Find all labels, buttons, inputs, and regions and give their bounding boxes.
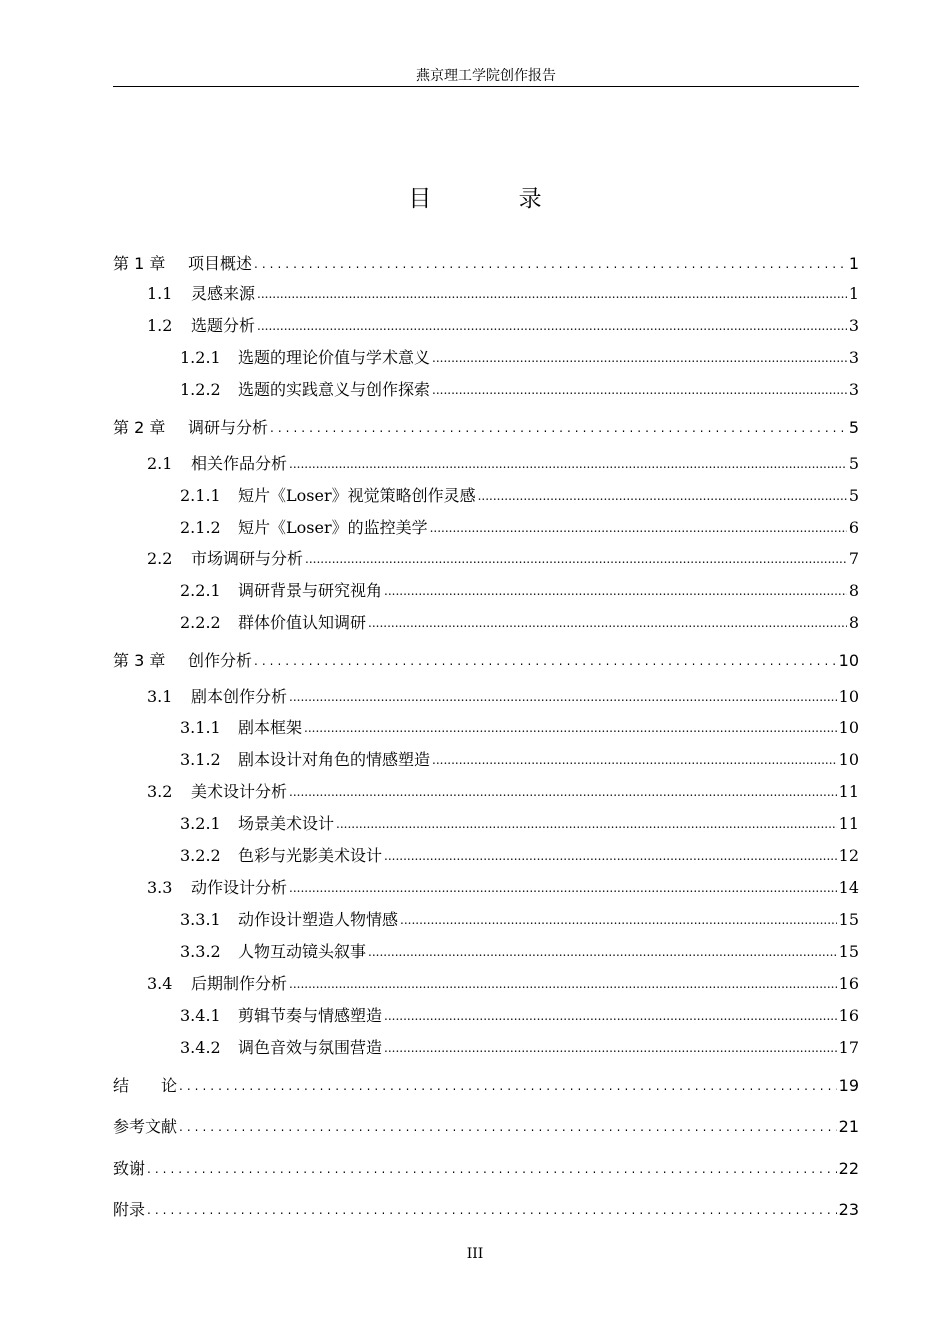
toc-entry-number: 3.1 [147, 687, 173, 706]
toc-entry-page: 3 [848, 348, 859, 367]
toc-entry-page: 19 [838, 1076, 859, 1095]
dot-leader [384, 579, 847, 603]
dot-leader [257, 314, 847, 338]
toc-entry-page: 23 [838, 1200, 859, 1219]
toc-entry-number: 2.1.2 [180, 518, 221, 537]
toc-entry[interactable] [113, 282, 859, 306]
dot-leader [432, 378, 847, 402]
toc-entry-title: 后期制作分析 [191, 974, 288, 993]
toc-entry[interactable] [113, 1036, 859, 1060]
toc-entry-number: 3.3.2 [180, 942, 221, 961]
toc-entry[interactable] [113, 649, 859, 673]
toc-entry-number: 3.4.2 [180, 1038, 221, 1057]
toc-entry[interactable] [113, 314, 859, 338]
dot-leader [179, 1115, 837, 1139]
toc-entry-title: 调色音效与氛围营造 [238, 1038, 383, 1057]
toc-entry-title: 致谢 [113, 1159, 146, 1178]
toc-entry-title: 附录 [113, 1200, 146, 1219]
dot-leader [289, 452, 847, 476]
toc-entry-title: 短片《Loser》视觉策略创作灵感 [238, 486, 476, 505]
toc-entry-title: 场景美术设计 [238, 814, 335, 833]
dot-leader [289, 876, 837, 900]
dot-leader [254, 252, 847, 276]
dot-leader [257, 282, 847, 306]
toc-entry-number: 3.4 [147, 974, 173, 993]
toc-entry-page: 10 [838, 687, 859, 706]
dot-leader [368, 940, 837, 964]
toc-entry[interactable] [113, 346, 859, 370]
toc-entry-page: 8 [848, 613, 859, 632]
toc-entry-number: 1.2.2 [180, 380, 221, 399]
toc-entry-page: 16 [838, 1006, 859, 1025]
toc-entry-number: 1.1 [147, 284, 173, 303]
toc-entry-page: 3 [848, 380, 859, 399]
toc-entry-title: 短片《Loser》的监控美学 [238, 518, 428, 537]
toc-entry-title: 色彩与光影美术设计 [238, 846, 383, 865]
toc-entry-number: 2.2.1 [180, 581, 221, 600]
toc-entry-number: 2.2 [147, 549, 173, 568]
toc-entry-number: 3.2.2 [180, 846, 221, 865]
toc-entry-title: 项目概述 [188, 254, 253, 273]
toc-entry[interactable] [113, 812, 859, 836]
dot-leader [432, 346, 847, 370]
toc-entry-title: 剪辑节奏与情感塑造 [238, 1006, 383, 1025]
toc-entry-number: 2.1.1 [180, 486, 221, 505]
dot-leader [147, 1198, 837, 1222]
dot-leader [289, 685, 837, 709]
toc-entry-number: 3.1.2 [180, 750, 221, 769]
toc-entry[interactable] [113, 940, 859, 964]
toc-entry-page: 10 [838, 750, 859, 769]
toc-entry-page: 1 [848, 254, 859, 273]
toc-entry[interactable] [113, 844, 859, 868]
toc-entry-title: 相关作品分析 [191, 454, 288, 473]
toc-entry-number: 2.2.2 [180, 613, 221, 632]
toc-entry-title: 剧本框架 [238, 718, 303, 737]
toc-entry-title: 参考文献 [113, 1117, 178, 1136]
toc-entry-page: 16 [838, 974, 859, 993]
toc-entry[interactable] [113, 378, 859, 402]
dot-leader [432, 748, 837, 772]
toc-entry-page: 10 [838, 718, 859, 737]
toc-entry[interactable] [113, 972, 859, 996]
toc-entry-title: 选题的实践意义与创作探索 [238, 380, 431, 399]
toc-entry[interactable] [113, 452, 859, 476]
toc-entry[interactable] [113, 1074, 859, 1098]
toc-entry-number: 第 3 章 [113, 651, 166, 670]
running-header: 燕京理工学院创作报告 [113, 66, 859, 87]
toc-entry-title: 结 论 [113, 1076, 178, 1095]
toc-entry-page: 8 [848, 581, 859, 600]
toc-entry[interactable] [113, 876, 859, 900]
toc-entry-page: 3 [848, 316, 859, 335]
toc-entry-title: 剧本创作分析 [191, 687, 288, 706]
toc-entry-number: 1.2.1 [180, 348, 221, 367]
dot-leader [384, 1036, 837, 1060]
toc-entry-page: 1 [848, 284, 859, 303]
toc-entry-page: 5 [848, 454, 859, 473]
toc-entry-title: 美术设计分析 [191, 782, 288, 801]
toc-title: 目 录 [408, 186, 582, 212]
dot-leader [400, 908, 837, 932]
toc-entry-page: 12 [838, 846, 859, 865]
toc-entry-title: 人物互动镜头叙事 [238, 942, 367, 961]
toc-entry[interactable] [113, 252, 859, 276]
dot-leader [384, 844, 837, 868]
toc-entry-page: 17 [838, 1038, 859, 1057]
dot-leader [179, 1074, 837, 1098]
toc-entry-page: 15 [838, 942, 859, 961]
toc-entry[interactable] [113, 908, 859, 932]
dot-leader [254, 649, 837, 673]
toc-entry-page: 5 [848, 486, 859, 505]
toc-entry[interactable] [113, 1198, 859, 1222]
toc-entry-number: 3.1.1 [180, 718, 221, 737]
toc-entry-title: 调研与分析 [188, 418, 269, 437]
toc-entry-title: 选题的理论价值与学术意义 [238, 348, 431, 367]
toc-entry[interactable] [113, 748, 859, 772]
toc-entry-page: 5 [848, 418, 859, 437]
toc-entry[interactable] [113, 547, 859, 571]
toc-entry-title: 剧本设计对角色的情感塑造 [238, 750, 431, 769]
toc-entry-page: 15 [838, 910, 859, 929]
dot-leader [289, 972, 837, 996]
dot-leader [289, 780, 837, 804]
toc-entry[interactable] [113, 484, 859, 508]
dot-leader [368, 611, 847, 635]
toc-entry-title: 动作设计分析 [191, 878, 288, 897]
toc-entry-title: 市场调研与分析 [191, 549, 304, 568]
toc-entry-title: 调研背景与研究视角 [238, 581, 383, 600]
toc-entry-number: 3.2 [147, 782, 173, 801]
dot-leader [304, 716, 837, 740]
dot-leader [270, 416, 847, 440]
toc-entry-number: 1.2 [147, 316, 173, 335]
dot-leader [430, 516, 847, 540]
toc-entry-title: 创作分析 [188, 651, 253, 670]
toc-entry-number: 3.4.1 [180, 1006, 221, 1025]
toc-entry[interactable] [113, 516, 859, 540]
toc-entry-number: 第 1 章 [113, 254, 166, 273]
toc-entry[interactable] [113, 1115, 859, 1139]
dot-leader [384, 1004, 837, 1028]
toc-entry[interactable] [113, 611, 859, 635]
toc-entry[interactable] [113, 685, 859, 709]
toc-entry-page: 10 [838, 651, 859, 670]
toc-entry[interactable] [113, 416, 859, 440]
toc-entry[interactable] [113, 579, 859, 603]
toc-entry-title: 选题分析 [191, 316, 256, 335]
dot-leader [305, 547, 847, 571]
toc-entry[interactable] [113, 716, 859, 740]
toc-entry-page: 11 [838, 782, 859, 801]
toc-entry-number: 3.3 [147, 878, 173, 897]
toc-entry-number: 2.1 [147, 454, 173, 473]
toc-entry[interactable] [113, 780, 859, 804]
toc-entry[interactable] [113, 1157, 859, 1181]
toc-entry-title: 动作设计塑造人物情感 [238, 910, 399, 929]
toc-entry-page: 7 [848, 549, 859, 568]
dot-leader [336, 812, 837, 836]
toc-entry-title: 灵感来源 [191, 284, 256, 303]
page-number: III [466, 1246, 484, 1262]
dot-leader [478, 484, 847, 508]
toc-entry-number: 第 2 章 [113, 418, 166, 437]
toc-entry-number: 3.2.1 [180, 814, 221, 833]
toc-entry-page: 22 [838, 1159, 859, 1178]
dot-leader [147, 1157, 837, 1181]
toc-entry-title: 群体价值认知调研 [238, 613, 367, 632]
toc-entry[interactable] [113, 1004, 859, 1028]
toc-entry-page: 14 [838, 878, 859, 897]
toc-entry-number: 3.3.1 [180, 910, 221, 929]
toc-entry-page: 21 [838, 1117, 859, 1136]
toc-entry-page: 6 [848, 518, 859, 537]
toc-entry-page: 11 [838, 814, 859, 833]
